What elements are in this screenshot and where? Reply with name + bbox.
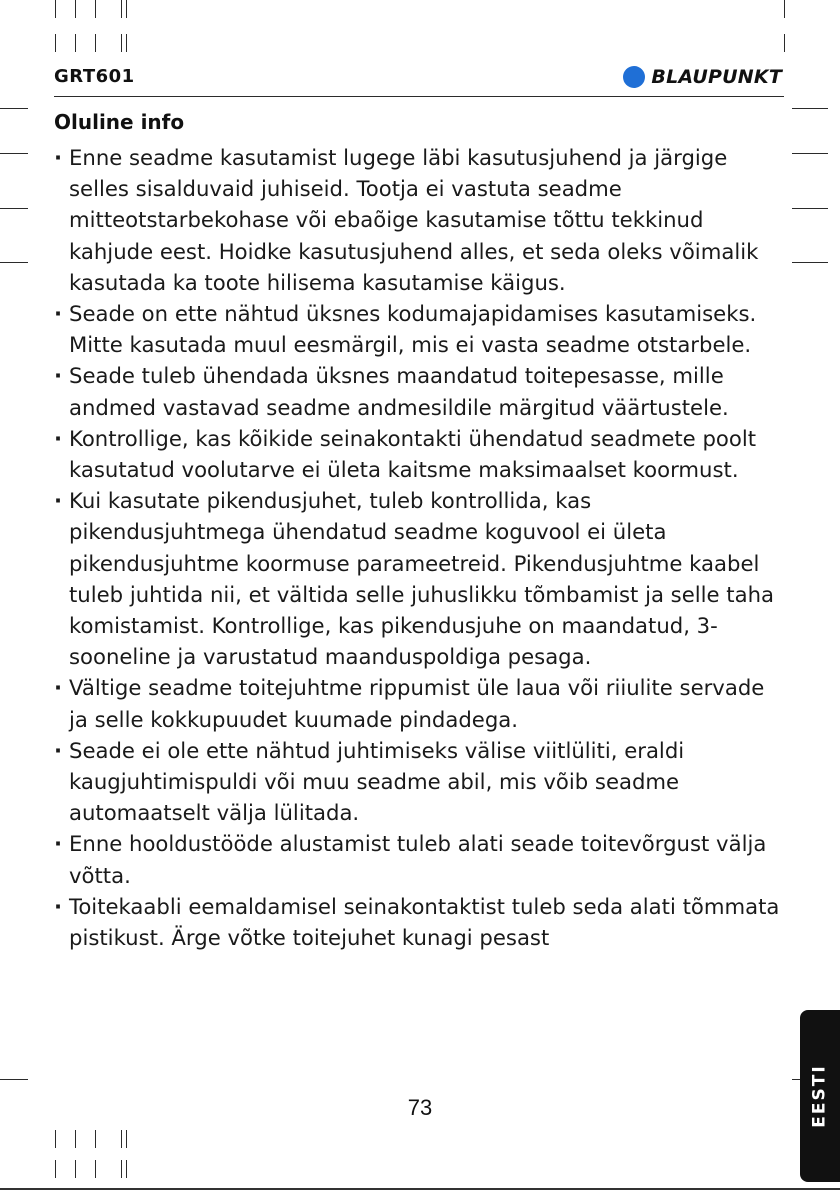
language-tab-label: EESTI [810,1064,831,1128]
list-item: · Seade tuleb ühendada üksnes maandatud toitepesasse, mille andmed vastavad seadme andmesildile märgitud väärtustele. [54,360,786,422]
list-item: · Kontrollige, kas kõikide seinakontakti ühendatud seadmete poolt kasutatud voolutarve ei ületa kaitsme maksimaalset koormust. [54,423,786,485]
language-tab [800,1010,840,1182]
safety-instructions-list [54,142,786,953]
brand-name: BLAUPUNKT [651,66,782,88]
list-item: · Enne hooldustööde alustamist tuleb alati seade toitevõrgust välja võtta. [54,828,786,890]
list-item: · Seade on ette nähtud üksnes kodumajapidamises kasutamiseks. Mitte kasutada muul eesmärgil, mis ei vasta seadme otstarbele. [54,298,786,360]
header-divider [54,96,784,97]
list-item: · Seade ei ole ette nähtud juhtimiseks välise viitlüliti, eraldi kaugjuhtimispuldi või muu seadme abil, mis võib seadme automaatselt välja lülitada. [54,735,786,829]
list-item: · Vältige seadme toitejuhtme rippumist üle laua või riiulite servade ja selle kokkupuudet kuumade pindadega. [54,672,786,734]
list-item: · Toitekaabli eemaldamisel seinakontaktist tuleb seda alati tõmmata pistikust. Ärge võtke toitejuhet kunagi pesast [54,891,786,953]
brand-dot-icon [623,66,645,88]
section-heading: Oluline info [54,110,185,134]
model-name: GRT601 [54,66,135,87]
list-item: · Enne seadme kasutamist lugege läbi kasutusjuhend ja järgige selles sisalduvaid juhiseid. Tootja ei vastuta seadme mitteotstarbekohase või ebaõige kasutamise tõttu tekkinud kahjude eest. Hoidke kasutusjuhend alles, et seda oleks võimalik kasutada ka toote hilisema kasutamise käigus. [54,142,786,298]
list-item: · Kui kasutate pikendusjuhet, tuleb kontrollida, kas pikendusjuhtmega ühendatud seadme koguvool ei ületa pikendusjuhtme koormuse parameetreid. Pikendusjuhtme kaabel tuleb juhtida nii, et vältida selle juhuslikku tõmbamist ja selle taha komistamist. Kontrollige, kas pikendusjuhe on maandatud, 3-sooneline ja varustatud maanduspoldiga pesaga. [54,485,786,672]
page-number: 73 [407,1095,433,1120]
bottom-divider [0,1188,840,1190]
brand-logo [623,64,782,90]
